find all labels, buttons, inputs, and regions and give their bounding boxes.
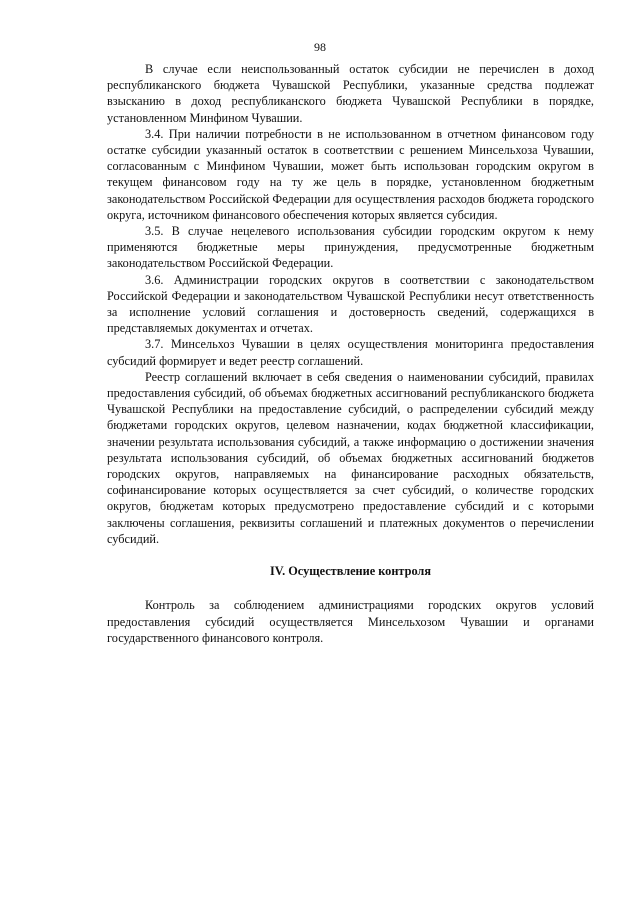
paragraph-3-6: 3.6. Администрации городских округов в соответствии с законодательством Российской Федерации и законодательством Чувашской Республики несут ответственность за исполнение условий соглашения и достоверность сведений, содержащихся в представляемых документах и отчетах. <box>107 272 594 336</box>
paragraph-3-7: 3.7. Минсельхоз Чувашии в целях осуществления мониторинга предоставления субсидий формирует и ведет реестр соглашений. <box>107 337 594 368</box>
paragraph-unspent-balance: В случае если неиспользованный остаток субсидии не перечислен в доход республиканского бюджета Чувашской Республики, указанные средства подлежат взысканию в доход республиканского бюджета Чувашской Республики в порядке, установленном Минфином Чувашии. <box>107 62 594 125</box>
section-title: IV. Осуществление контроля <box>270 564 431 579</box>
page-number: 98 <box>314 40 326 54</box>
document-body <box>107 61 594 646</box>
paragraph-control: Контроль за соблюдением администрациями городских округов условий предоставления субсидий осуществляется Минсельхозом Чувашии и органами государственного финансового контроля. <box>107 598 594 645</box>
paragraph-registry: Реестр соглашений включает в себя сведения о наименовании субсидий, правилах предоставления субсидий, об объемах бюджетных ассигнований республиканского бюджета Чувашской Республики на предоставление субсидий, о распределении субсидий между бюджетами городских округов, целевом назначении, кодах бюджетной классификации, значении результата использования субсидий, а также информацию о достижении значения результата использования субсидий, об объемах бюджетных ассигнований бюджетов городских округов, направляемых на финансирование расходных обязательств, софинансирование которых осуществляется за счет субсидий, о количестве городских округов, бюджетам которых предусмотрено предоставление субсидий и с которыми заключены соглашения, реквизиты соглашений и платежных документов о перечислении субсидий. <box>107 369 594 546</box>
paragraph-3-5: 3.5. В случае нецелевого использования субсидии городским округом к нему применяются бюджетные меры принуждения, предусмотренные бюджетным законодательством Российской Федерации. <box>107 224 594 271</box>
paragraph-3-4: 3.4. При наличии потребности в не использованном в отчетном финансовом году остатке субсидии указанный остаток в соответствии с решением Минсельхоза Чувашии, согласованным с Минфином Чувашии, может быть использован городским округом в текущем финансовом году на ту же цель в порядке, установленном бюджетным законодательством Российской Федерации для осуществления расходов бюджета городского округа, источником финансового обеспечения которых является субсидия. <box>107 126 594 222</box>
